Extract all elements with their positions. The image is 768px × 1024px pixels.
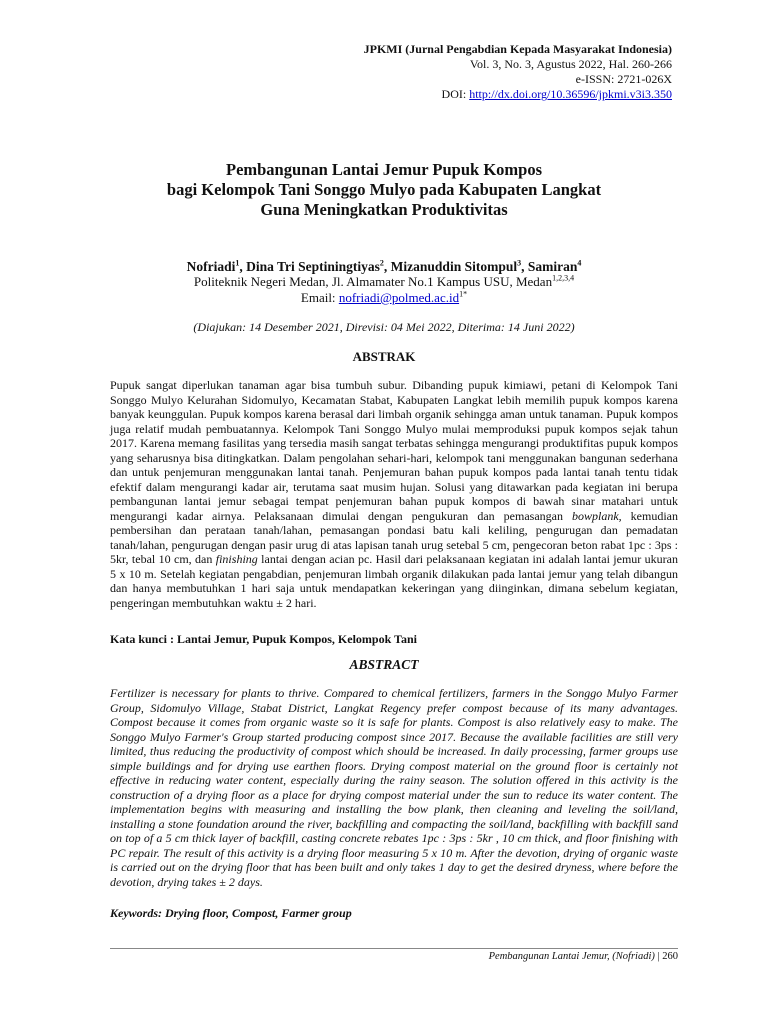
abstract-body: [110, 686, 678, 889]
abstrak-italic-term: bowplank,: [571, 508, 622, 523]
author-list: [100, 258, 668, 275]
abstrak-body: [110, 378, 678, 610]
journal-name: JPKMI (Jurnal Pengabdian Kepada Masyarakat Indonesia): [363, 42, 672, 56]
doi-link[interactable]: http://dx.doi.org/10.36596/jpkmi.v3i3.350: [469, 87, 672, 101]
affiliation-text: Politeknik Negeri Medan, Jl. Almamater No.1 Kampus USU, Medan: [193, 274, 553, 289]
abstrak-heading: ABSTRAK: [352, 349, 416, 364]
author-name: Samiran: [527, 259, 578, 274]
running-title: Pembangunan Lantai Jemur, (Nofriadi): [488, 951, 655, 962]
paper-title: [100, 160, 668, 220]
email-mark: 1*: [459, 289, 468, 299]
abstract-paragraph: Fertilizer is necessary for plants to thrive. Compared to chemical fertilizers, farmers in the Songgo Mulyo Farmer Group, Sidomulyo Village, Stabat District, Langkat Regency prefer compost because of its many advantages. Compost because it comes from organic waste so it is safe for plants. Compost is also relatively easy to make. The Songgo Mulyo Farmer's Group started producing compost since 2017. Because the available facilities are still very limited, thus reducing the productivity of compost which should be increased. In daily processing, farmer groups use simple buildings and for drying use earthen floors. Drying compost material on the ground floor is certainly not effective in reducing water content, especially during the rainy season. The solution offered in this activity is the construction of a drying floor as a place for drying compost material under the sun to reduce its water content. The implementation begins with measuring and installing the bow plank, then cleaning and leveling the soil/land, installing a stone foundation around the river, backfilling and compacting the soil/land, backfilling with backfill sand on top of a 5 cm thick layer of backfill, casting concrete rebates 1pc : 3ps : 5kr , 10 cm thick, and floor finishing with PC repair. The result of this activity is a drying floor measuring 5 x 10 m. After the devotion, drying of organic waste is carried out on the drying floor that has been built and only takes 1 day to get the desired dryness, where before the devotion, drying takes ± 2 days.: [110, 686, 678, 889]
keywords: Keywords: Drying floor, Compost, Farmer group: [110, 906, 352, 920]
affiliation: [100, 274, 668, 290]
abstrak-italic-term: finishing: [215, 552, 258, 566]
footer-separator: |: [654, 951, 663, 962]
corresponding-email: [100, 290, 668, 306]
doi-label: DOI:: [441, 87, 470, 101]
journal-eissn: e-ISSN: 2721-026X: [575, 72, 672, 86]
author-affil-mark: 4: [577, 258, 582, 268]
journal-volume: Vol. 3, No. 3, Agustus 2022, Hal. 260-266: [469, 57, 672, 71]
submission-dates: (Diajukan: 14 Desember 2021, Direvisi: 04 Mei 2022, Diterima: 14 Juni 2022): [193, 320, 575, 334]
affiliation-mark: 1,2,3,4: [552, 273, 575, 283]
author-separator: ,: [521, 259, 528, 274]
abstrak-text-3: lantai dengan acian pc. Hasil dari pelaksanaan kegiatan ini adalah lantai jemur ukuran 5 x 10 m. Setelah kegiatan pengabdian, penjemuran limbah organik dilakukan pada lantai jemur yang telah dibangun dan hanya membutuhkan 1 hari saja untuk mendapatkan kekeringan yang diinginkan, dimana sebelum kegiatan, pengeringan membutuhkan waktu ± 2 hari.: [110, 552, 678, 610]
page-footer: [489, 951, 678, 962]
kata-kunci: Kata kunci : Lantai Jemur, Pupuk Kompos, Kelompok Tani: [110, 632, 417, 646]
page-number: 260: [662, 951, 678, 962]
journal-doi: [364, 87, 672, 102]
title-line-2: bagi Kelompok Tani Songgo Mulyo pada Kabupaten Langkat: [166, 180, 602, 199]
title-line-3: Guna Meningkatkan Produktivitas: [260, 200, 508, 219]
abstrak-text-1: Pupuk sangat diperlukan tanaman agar bisa tumbuh subur. Dibanding pupuk kimiawi, petani di Kelompok Tani Songgo Mulyo Kelurahan Sidomulyo, Kecamatan Stabat, Kabupaten Langkat lebih memilih pupuk kompos karena banyak keunggulan. Pupuk kompos karena berasal dari limbah organik sehingga aman untuk tanaman. Pupuk kompos juga relatif mudah pembuatannya. Kelompok Tani Songgo Mulyo mulai memproduksi pupuk kompos sejak tahun 2017. Karena memang fasilitas yang tersedia masih sangat terbatas sehingga mengurangi produktifitas pupuk kompos yang seharusnya bisa ditingkatkan. Dalam pengolahan sehari-hari, kelompok tani menggunakan bangunan sederhana dan untuk penjemuran menggunakan lantai tanah. Penjemuran bahan pupuk kompos pada lantai tanah tentu tidak efektif dalam mengurangi kadar air, terutama saat musim hujan. Solusi yang ditawarkan pada kegiatan ini berupa pembangunan lantai jemur sebagai tempat penjemuran bahan pupuk kompos di bawah sinar matahari untuk mengurangi kadar airnya. Pelaksanaan dimulai dengan pengukuran dan pemasangan: [110, 378, 678, 523]
author-separator: ,: [383, 259, 391, 274]
footer-rule: [110, 948, 678, 949]
abstrak-paragraph: [110, 378, 678, 610]
journal-header: [364, 42, 672, 102]
abstrak-text-2: kemudian pembersihan dan perataan tanah/lahan, pemasangan pondasi batu kali keliling, pengurugan dan pemadatan tanah/lahan, pengurugan dengan pasir urug di atas lapisan tanah urug setebal 5 cm, pengecoran beton rabat 1pc : 3ps : 5kr, tebal 10 cm, dan: [110, 508, 678, 566]
author-separator: ,: [239, 259, 247, 274]
author-affil-mark: 2: [379, 258, 384, 268]
email-label: Email:: [300, 290, 339, 305]
abstract-heading: ABSTRACT: [349, 657, 419, 672]
author-affil-mark: 1: [235, 258, 240, 268]
title-line-1: Pembangunan Lantai Jemur Pupuk Kompos: [225, 160, 543, 179]
author-name: Mizanuddin Sitompul: [390, 259, 518, 274]
email-link[interactable]: nofriadi@polmed.ac.id: [338, 290, 460, 305]
author-affil-mark: 3: [517, 258, 522, 268]
author-name: Nofriadi: [186, 259, 236, 274]
author-name: Dina Tri Septiningtiyas: [246, 259, 380, 274]
